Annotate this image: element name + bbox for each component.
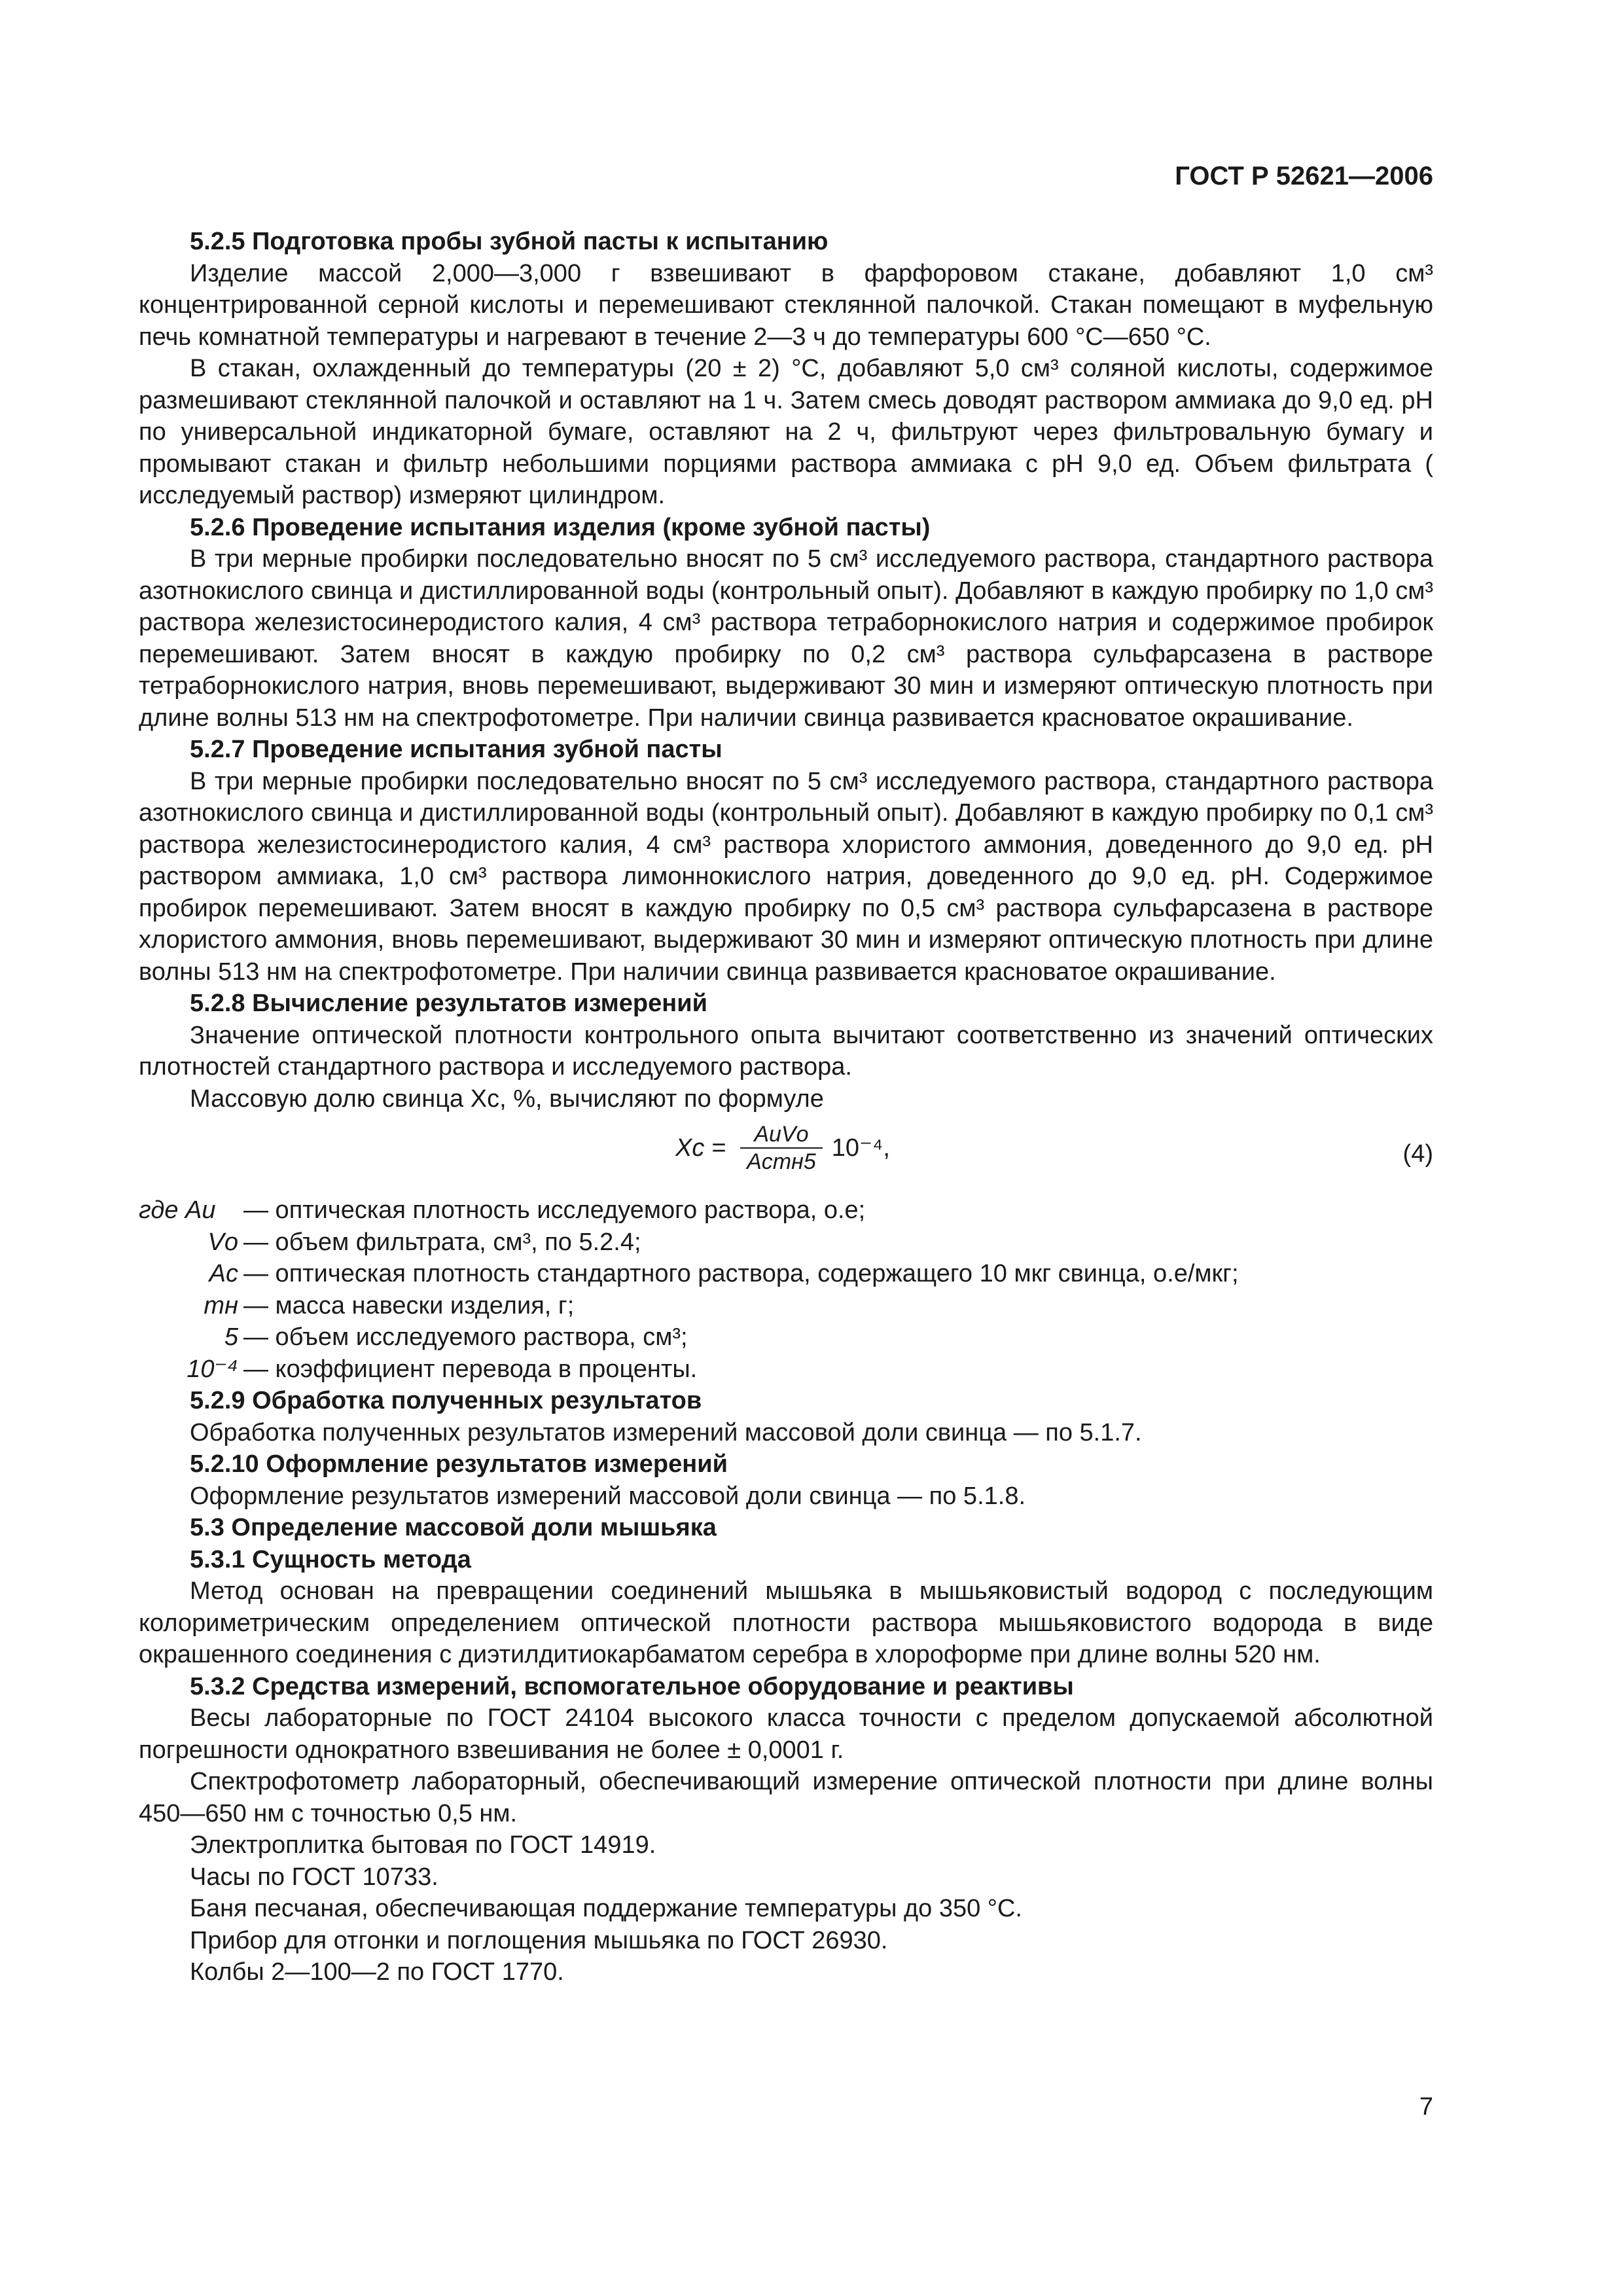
legend-item: [139, 1194, 1433, 1227]
section-heading: 5.3.1 Сущность метода: [190, 1545, 471, 1573]
legend-description: — коэффициент перевода в проценты.: [243, 1355, 698, 1383]
legend-description: — масса навески изделия, г;: [243, 1291, 575, 1319]
legend-item: [139, 1321, 1433, 1354]
paragraph: Спектрофотометр лабораторный, обеспечивающий измерение оптической плотности при длине волны 450—650 нм с точностью 0,5 нм.: [139, 1768, 1433, 1827]
paragraph: Метод основан на превращении соединений мышьяка в мышьяковистый водород с последующим колориметрическим определением оптической плотности раствора мышьяковистого водорода в виде окрашенного соединения с диэтилдитиокарбаматом серебра в хлороформе при длине волны 520 нм.: [139, 1577, 1433, 1668]
legend-symbol: Aс: [209, 1260, 238, 1287]
section-heading: 5.2.5 Подготовка пробы зубной пасты к испытанию: [190, 228, 829, 255]
legend-description: — объем исследуемого раствора, см³;: [243, 1323, 688, 1351]
paragraph: Баня песчаная, обеспечивающая поддержание температуры до 350 °С.: [190, 1895, 1022, 1922]
section-heading: 5.2.6 Проведение испытания изделия (кроме зубной пасты): [190, 513, 931, 541]
legend-symbol: 10⁻⁴: [187, 1355, 238, 1383]
paragraph: Электроплитка бытовая по ГОСТ 14919.: [190, 1831, 656, 1859]
legend-item: [139, 1258, 1433, 1290]
section-heading: 5.2.8 Вычисление результатов измерений: [190, 990, 707, 1017]
legend-symbol: 5: [224, 1323, 238, 1351]
legend-symbol: где Aи: [139, 1196, 216, 1224]
document-code: ГОСТ Р 52621—2006: [1175, 162, 1433, 190]
formula-block: [139, 1117, 1433, 1189]
legend-symbol: Vо: [207, 1228, 238, 1256]
legend-item: [139, 1354, 1433, 1386]
document-body: [139, 226, 1433, 1988]
section-heading: 5.3.2 Средства измерений, вспомогательное оборудование и реактивы: [190, 1672, 1074, 1700]
paragraph: Колбы 2—100—2 по ГОСТ 1770.: [190, 1958, 564, 1986]
section-heading: 5.2.7 Проведение испытания зубной пасты: [190, 736, 722, 763]
paragraph: В три мерные пробирки последовательно вносят по 5 см³ исследуемого раствора, стандартного раствора азотнокислого свинца и дистиллированной воды (контрольный опыт). Добавляют в каждую пробирку по 1,0 см³ раствора железистосинеродистого калия, 4 см³ раствора тетраборнокислого натрия и содержимое пробирок перемешивают. Затем вносят в каждую пробирку по 0,2 см³ раствора сульфарсазена в растворе тетраборнокислого натрия, вновь перемешивают, выдерживают 30 мин и измеряют оптическую плотность при длине волны 513 нм на спектрофотометре. При наличии свинца развивается красноватое окрашивание.: [139, 545, 1433, 732]
formula-denominator: Aсmн5: [747, 1149, 816, 1174]
paragraph: Прибор для отгонки и поглощения мышьяка по ГОСТ 26930.: [190, 1926, 888, 1954]
formula-numerator: AиVо: [754, 1122, 809, 1147]
formula-lhs: Xс =: [675, 1134, 726, 1162]
paragraph: Значение оптической плотности контрольного опыта вычитают соответственно из значений оптических плотностей стандартного раствора и исследуемого раствора.: [139, 1021, 1433, 1081]
section-heading: 5.2.10 Оформление результатов измерений: [190, 1450, 728, 1478]
legend-description: — оптическая плотность исследуемого раствора, о.е;: [243, 1196, 866, 1224]
equation-number: (4): [1402, 1140, 1433, 1168]
paragraph: В три мерные пробирки последовательно вносят по 5 см³ исследуемого раствора, стандартного раствора азотнокислого свинца и дистиллированной воды (контрольный опыт). Добавляют в каждую пробирку по 0,1 см³ раствора железистосинеродистого калия, 4 см³ раствора хлористого аммония, доведенного до 9,0 ед. рН раствором аммиака, 1,0 см³ раствора лимоннокислого натрия, доведенного до 9,0 ед. рН. Содержимое пробирок перемешивают. Затем вносят в каждую пробирку по 0,5 см³ раствора сульфарсазена в растворе хлористого аммония, вновь перемешивают, выдерживают 30 мин и измеряют оптическую плотность при длине волны 513 нм на спектрофотометре. При наличии свинца развивается красноватое окрашивание.: [139, 767, 1433, 986]
legend-description: — оптическая плотность стандартного раствора, содержащего 10 мкг свинца, о.е/мкг;: [243, 1260, 1239, 1287]
formula-legend: [139, 1194, 1433, 1385]
paragraph: Массовую долю свинца Xс, %, вычисляют по формуле: [190, 1085, 824, 1113]
paragraph: Оформление результатов измерений массовой доли свинца — по 5.1.8.: [190, 1482, 1026, 1510]
paragraph: Изделие массой 2,000—3,000 г взвешивают в фарфоровом стакане, добавляют 1,0 см³ концентрированной серной кислоты и перемешивают стеклянной палочкой. Стакан помещают в муфельную печь комнатной температуры и нагревают в течение 2—3 ч до температуры 600 °С—650 °С.: [139, 259, 1433, 351]
formula: [675, 1121, 890, 1175]
section-heading: 5.2.9 Обработка полученных результатов: [190, 1387, 702, 1414]
legend-symbol: mн: [204, 1291, 238, 1319]
page-number: 7: [1419, 2093, 1433, 2121]
legend-item: [139, 1227, 1433, 1259]
legend-description: — объем фильтрата, см³, по 5.2.4;: [243, 1228, 641, 1256]
paragraph: Обработка полученных результатов измерений массовой доли свинца — по 5.1.7.: [190, 1418, 1142, 1446]
paragraph: Часы по ГОСТ 10733.: [190, 1863, 438, 1891]
legend-item: [139, 1290, 1433, 1322]
paragraph: Весы лабораторные по ГОСТ 24104 высокого класса точности с пределом допускаемой абсолютной погрешности однократного взвешивания не более ± 0,0001 г.: [139, 1704, 1433, 1764]
section-heading: 5.3 Определение массовой доли мышьяка: [190, 1514, 717, 1541]
formula-fraction: [740, 1121, 823, 1175]
formula-factor: 10⁻⁴,: [831, 1134, 890, 1162]
paragraph: В стакан, охлажденный до температуры (20 ± 2) °С, добавляют 5,0 см³ соляной кислоты, содержимое размешивают стеклянной палочкой и оставляют на 1 ч. Затем смесь доводят раствором аммиака до 9,0 ед. рН по универсальной индикаторной бумаге, оставляют на 2 ч, фильтруют через фильтровальную бумагу и промывают стакан и фильтр небольшими порциями раствора аммиака с рН 9,0 ед. Объем фильтрата ( исследуемый раствор) измеряют цилиндром.: [139, 355, 1433, 509]
